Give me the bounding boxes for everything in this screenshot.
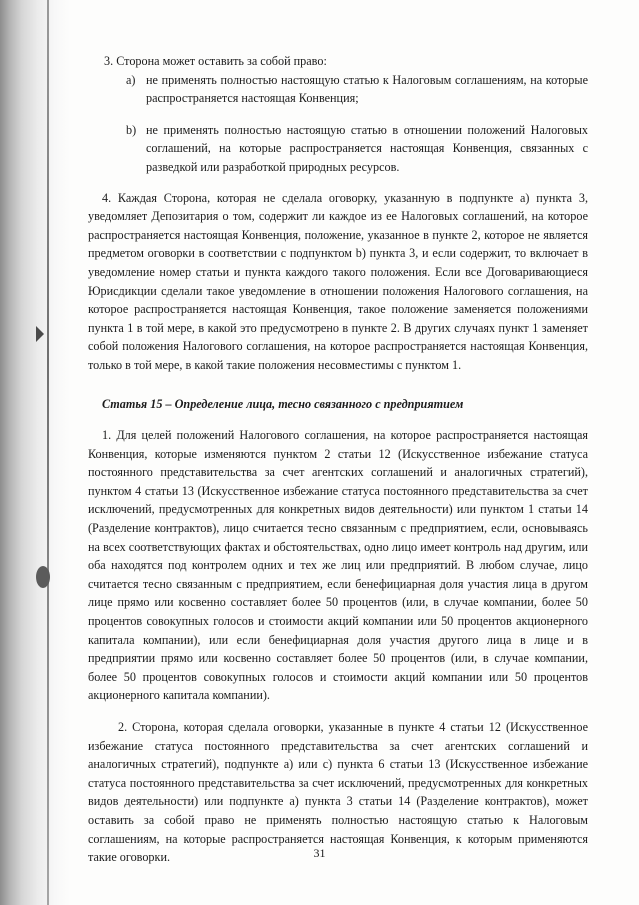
subitem-b: [126, 121, 588, 177]
subitem-b-text: не применять полностью настоящую статью в отношении положений Налоговых соглашений, на которые распространяется настоящая Конвенция, связанных с разведкой или разработкой природных ресурсов.: [146, 122, 588, 174]
subitem-b-label: b): [126, 122, 137, 137]
binding-shadow: [0, 0, 70, 905]
page-body: [88, 52, 588, 867]
subitem-a: [126, 71, 588, 108]
subitem-a-label: a): [126, 72, 136, 87]
binding-edge: [47, 0, 49, 905]
item-4-paragraph: 4. Каждая Сторона, которая не сделала оговорку, указанную в подпункте a) пункта 3, уведомляет Депозитария о том, содержит ли каждое из ее Налоговых соглашений, на которое распространяется настоящая Конвенция, положение, указанное в пункте 2, которое не является предметом оговорки в соответствии с подпунктом b) пункта 3, и если содержит, то включает в уведомление номер статьи и пункта каждого такого положения. Если все Договаривающиеся Юрисдикции сделали такое уведомление в отношении положения Налогового соглашения, на которое распространяется настоящая Конвенция, такое положение заменяется положениями пункта 1 в той мере, в какой это предусмотрено в пункте 2. В других случаях пункт 1 заменяет собой положения Налогового соглашения, на которое распространяется настоящая Конвенция, только в той мере, в какой такие положения несовместимы с пунктом 1.: [88, 190, 588, 372]
article-paragraph-1: 1. Для целей положений Налогового соглашения, на которое распространяется настоящая Конвенция, которые изменяются пунктом 2 статьи 12 (Искусственное избежание статуса постоянного представительства за счет агентских соглашений и аналогичных стратегий), пунктом 4 статьи 13 (Искусственное избежание статуса постоянного представительства за счет исключений, предусмотренных для конкретных видов деятельности) или пунктом 1 статьи 14 (Разделение контрактов), лицо считается тесно связанным с предприятием, если, основываясь на всех соответствующих фактах и обстоятельствах, одно лицо имеет контроль над другим, или оба находятся под контролем одних и тех же лиц или предприятий. В любом случае, лицо считается тесно связанным с предприятием, если бенефициарная доля участия лица в другом лице прямо или косвенно составляет более 50 процентов (или, в случае компании, более 50 процентов совокупных голосов и стоимости акций компании или 50 процентов акционерного капитала компании), или если бенефициарная доля участия другого лица в лице и в предприятии прямо или косвенно составляет более 50 процентов (или, в случае компании, более 50 процентов совокупных голосов и стоимости акций компании или 50 процентов акционерного капитала компании).: [88, 428, 588, 703]
item-3-heading: 3. Сторона может оставить за собой право:: [104, 54, 327, 68]
page-number: 31: [313, 846, 326, 860]
punch-hole: [36, 566, 50, 588]
article-title: Статья 15 – Определение лица, тесно связанного с предприятием: [102, 396, 464, 411]
subitem-a-text: не применять полностью настоящую статью к Налоговым соглашениям, на которые распространяется настоящая Конвенция;: [146, 72, 588, 106]
article-paragraph-2: 2. Сторона, которая сделала оговорки, указанные в пункте 4 статьи 12 (Искусственное избежание статуса постоянного представительства за счет агентских соглашений и аналогичных стратегий), подпункте a) или c) пункта 6 статьи 13 (Искусственное избежание статуса постоянного представительства за счет исключений, предусмотренных для конкретных видов деятельности) или подпункте a) пункта 3 статьи 14 (Разделение контрактов), может оставить за собой право не применять полностью настоящую статью к Налоговым соглашениям, на которые распространяется настоящая Конвенция, к которым применяются такие оговорки.: [88, 720, 588, 865]
